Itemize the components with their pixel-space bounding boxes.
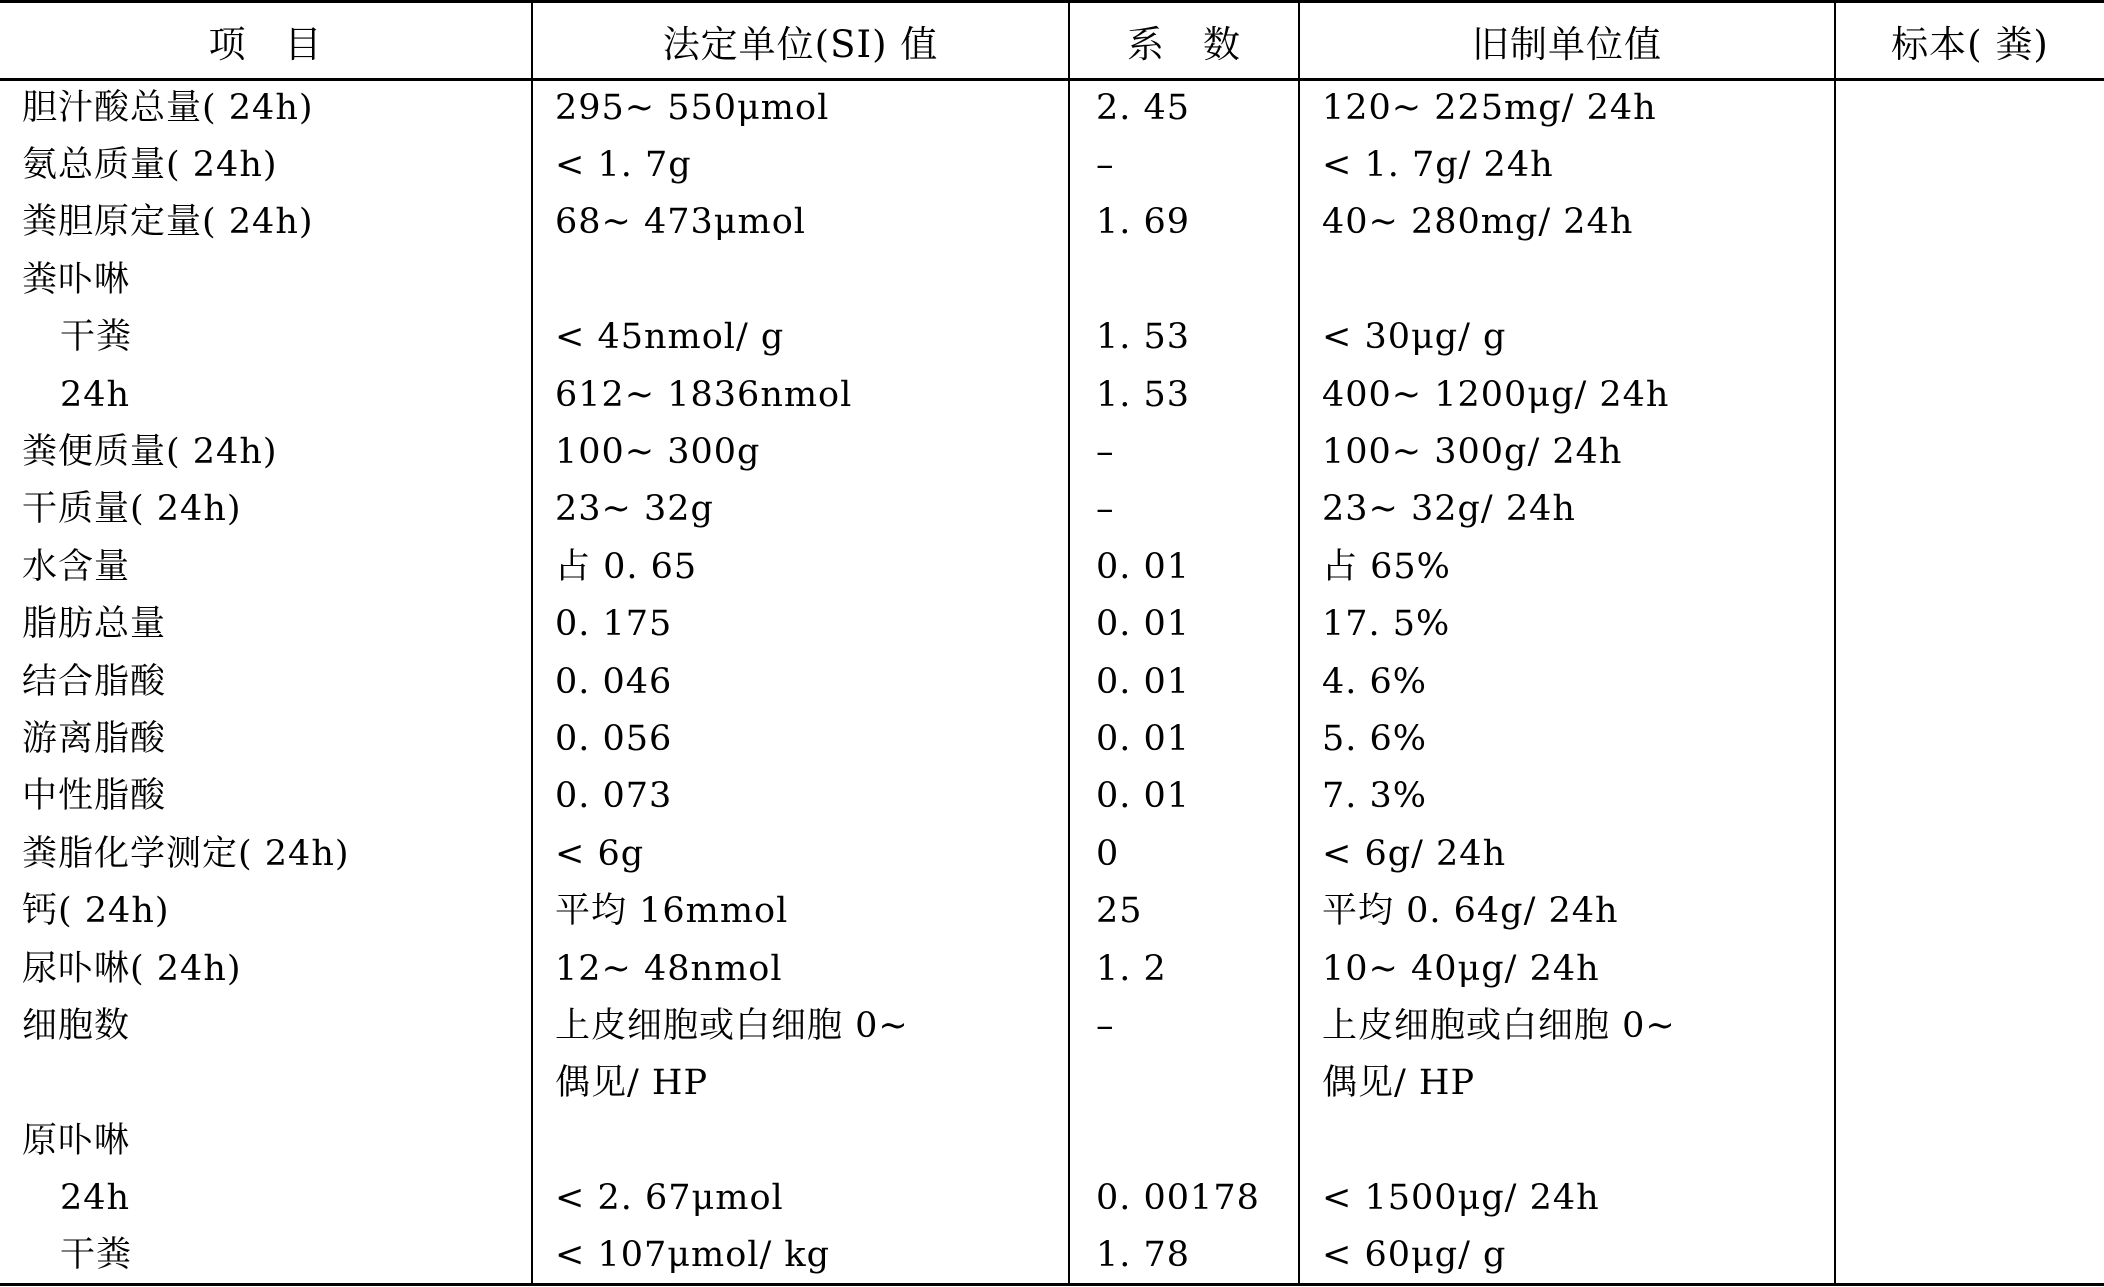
- cell-coefficient: 0. 00178: [1069, 1170, 1299, 1227]
- cell-si-value: < 1. 7g: [532, 137, 1069, 194]
- cell-old-unit-value: [1299, 1113, 1835, 1170]
- cell-specimen: [1835, 826, 2104, 883]
- cell-old-unit-value: 占 65%: [1299, 539, 1835, 596]
- cell-specimen: [1835, 137, 2104, 194]
- cell-coefficient: 0. 01: [1069, 596, 1299, 653]
- table-header: [0, 2, 2104, 80]
- cell-coefficient: [1069, 1055, 1299, 1112]
- cell-coefficient: 0. 01: [1069, 768, 1299, 825]
- cell-item: 氨总质量( 24h): [22, 145, 278, 186]
- table-body: [0, 80, 2104, 1285]
- cell-si-value: 0. 175: [532, 596, 1069, 653]
- cell-si-value: 12~ 48nmol: [532, 940, 1069, 997]
- cell-item: 尿卟啉( 24h): [22, 948, 242, 989]
- table-row: [0, 309, 2104, 366]
- table-row: [0, 252, 2104, 309]
- cell-old-unit-value: < 6g/ 24h: [1299, 826, 1835, 883]
- cell-coefficient: 1. 53: [1069, 366, 1299, 423]
- cell-specimen: [1835, 998, 2104, 1055]
- cell-old-unit-value: < 60μg/ g: [1299, 1227, 1835, 1284]
- table-row: [0, 424, 2104, 481]
- cell-specimen: [1835, 366, 2104, 423]
- header-old-unit-value: 旧制单位值: [1299, 2, 1835, 80]
- header-si-value: 法定单位(SI) 值: [532, 2, 1069, 80]
- cell-old-unit-value: 7. 3%: [1299, 768, 1835, 825]
- cell-si-value: 占 0. 65: [532, 539, 1069, 596]
- table-row: [0, 998, 2104, 1055]
- cell-old-unit-value: 17. 5%: [1299, 596, 1835, 653]
- cell-si-value: < 2. 67μmol: [532, 1170, 1069, 1227]
- cell-item: 粪胆原定量( 24h): [22, 202, 314, 243]
- cell-si-value: 0. 056: [532, 711, 1069, 768]
- cell-specimen: [1835, 711, 2104, 768]
- cell-si-value: 偶见/ HP: [532, 1055, 1069, 1112]
- cell-coefficient: 25: [1069, 883, 1299, 940]
- cell-old-unit-value: 120~ 225mg/ 24h: [1299, 80, 1835, 137]
- cell-old-unit-value: 5. 6%: [1299, 711, 1835, 768]
- cell-old-unit-value: [1299, 252, 1835, 309]
- header-coefficient: 系 数: [1069, 2, 1299, 80]
- cell-si-value: 0. 046: [532, 653, 1069, 710]
- cell-si-value: < 107μmol/ kg: [532, 1227, 1069, 1284]
- cell-specimen: [1835, 883, 2104, 940]
- cell-item: 脂肪总量: [22, 604, 167, 645]
- cell-item: 粪便质量( 24h): [22, 432, 278, 473]
- table-row: [0, 194, 2104, 251]
- table-row: [0, 653, 2104, 710]
- cell-si-value: 0. 073: [532, 768, 1069, 825]
- cell-item: 中性脂酸: [22, 776, 167, 817]
- cell-si-value: < 45nmol/ g: [532, 309, 1069, 366]
- cell-specimen: [1835, 539, 2104, 596]
- cell-si-value: 23~ 32g: [532, 481, 1069, 538]
- table-row: [0, 826, 2104, 883]
- cell-si-value: [532, 252, 1069, 309]
- cell-item: 粪卟啉: [22, 259, 131, 300]
- cell-specimen: [1835, 424, 2104, 481]
- cell-old-unit-value: 40~ 280mg/ 24h: [1299, 194, 1835, 251]
- cell-specimen: [1835, 1227, 2104, 1284]
- cell-specimen: [1835, 481, 2104, 538]
- header-specimen: 标本( 粪): [1835, 2, 2104, 80]
- cell-item: 干粪: [0, 1227, 532, 1284]
- cell-item: 水含量: [22, 546, 131, 587]
- cell-si-value: < 6g: [532, 826, 1069, 883]
- table-row: [0, 768, 2104, 825]
- cell-old-unit-value: 10~ 40μg/ 24h: [1299, 940, 1835, 997]
- table-row: [0, 596, 2104, 653]
- cell-item: 钙( 24h): [22, 891, 170, 932]
- cell-specimen: [1835, 194, 2104, 251]
- cell-item: 干质量( 24h): [22, 489, 242, 530]
- cell-old-unit-value: < 30μg/ g: [1299, 309, 1835, 366]
- cell-item: 结合脂酸: [22, 661, 167, 702]
- cell-si-value: 平均 16mmol: [532, 883, 1069, 940]
- cell-specimen: [1835, 80, 2104, 137]
- cell-old-unit-value: < 1500μg/ 24h: [1299, 1170, 1835, 1227]
- table-row: [0, 539, 2104, 596]
- cell-si-value: 295~ 550μmol: [532, 80, 1069, 137]
- cell-coefficient: 0. 01: [1069, 539, 1299, 596]
- cell-coefficient: 2. 45: [1069, 80, 1299, 137]
- cell-coefficient: 1. 69: [1069, 194, 1299, 251]
- table-row: [0, 137, 2104, 194]
- cell-old-unit-value: 400~ 1200μg/ 24h: [1299, 366, 1835, 423]
- cell-item: 24h: [60, 374, 131, 415]
- table-row: [0, 1227, 2104, 1284]
- table-row: [0, 1113, 2104, 1170]
- cell-coefficient: 1. 2: [1069, 940, 1299, 997]
- table-row: [0, 481, 2104, 538]
- cell-coefficient: 0. 01: [1069, 653, 1299, 710]
- cell-si-value: [532, 1113, 1069, 1170]
- cell-coefficient: –: [1069, 998, 1299, 1055]
- cell-specimen: [1835, 653, 2104, 710]
- cell-si-value: 100~ 300g: [532, 424, 1069, 481]
- cell-coefficient: –: [1069, 481, 1299, 538]
- cell-item: 24h: [60, 1178, 131, 1219]
- cell-coefficient: [1069, 1113, 1299, 1170]
- cell-specimen: [1835, 1170, 2104, 1227]
- table-row: [0, 1170, 2104, 1227]
- cell-specimen: [1835, 940, 2104, 997]
- cell-coefficient: –: [1069, 424, 1299, 481]
- cell-specimen: [1835, 768, 2104, 825]
- cell-old-unit-value: 上皮细胞或白细胞 0~: [1299, 998, 1835, 1055]
- cell-item: 原卟啉: [22, 1120, 131, 1161]
- cell-coefficient: 0. 01: [1069, 711, 1299, 768]
- cell-specimen: [1835, 1055, 2104, 1112]
- cell-coefficient: 1. 78: [1069, 1227, 1299, 1284]
- cell-specimen: [1835, 309, 2104, 366]
- table-row: [0, 883, 2104, 940]
- cell-item: 干粪: [60, 317, 133, 358]
- cell-old-unit-value: 平均 0. 64g/ 24h: [1299, 883, 1835, 940]
- cell-coefficient: 1. 53: [1069, 309, 1299, 366]
- cell-si-value: 68~ 473μmol: [532, 194, 1069, 251]
- table-row: [0, 80, 2104, 137]
- cell-old-unit-value: 4. 6%: [1299, 653, 1835, 710]
- cell-item: 粪脂化学测定( 24h): [22, 833, 350, 874]
- cell-specimen: [1835, 596, 2104, 653]
- cell-item: 胆汁酸总量( 24h): [22, 88, 314, 129]
- cell-item: [0, 1055, 532, 1112]
- cell-specimen: [1835, 1113, 2104, 1170]
- cell-specimen: [1835, 252, 2104, 309]
- cell-item: 游离脂酸: [22, 718, 167, 759]
- cell-old-unit-value: 偶见/ HP: [1299, 1055, 1835, 1112]
- header-row: [0, 2, 2104, 80]
- cell-old-unit-value: < 1. 7g/ 24h: [1299, 137, 1835, 194]
- cell-coefficient: 0: [1069, 826, 1299, 883]
- cell-coefficient: –: [1069, 137, 1299, 194]
- table-row: [0, 940, 2104, 997]
- cell-item: 细胞数: [22, 1005, 131, 1046]
- cell-old-unit-value: 100~ 300g/ 24h: [1299, 424, 1835, 481]
- table-row: [0, 366, 2104, 423]
- cell-si-value: 上皮细胞或白细胞 0~: [532, 998, 1069, 1055]
- cell-si-value: 612~ 1836nmol: [532, 366, 1069, 423]
- header-item: 项 目: [0, 2, 532, 80]
- cell-coefficient: [1069, 252, 1299, 309]
- table-row: [0, 1055, 2104, 1112]
- table-row: [0, 711, 2104, 768]
- cell-old-unit-value: 23~ 32g/ 24h: [1299, 481, 1835, 538]
